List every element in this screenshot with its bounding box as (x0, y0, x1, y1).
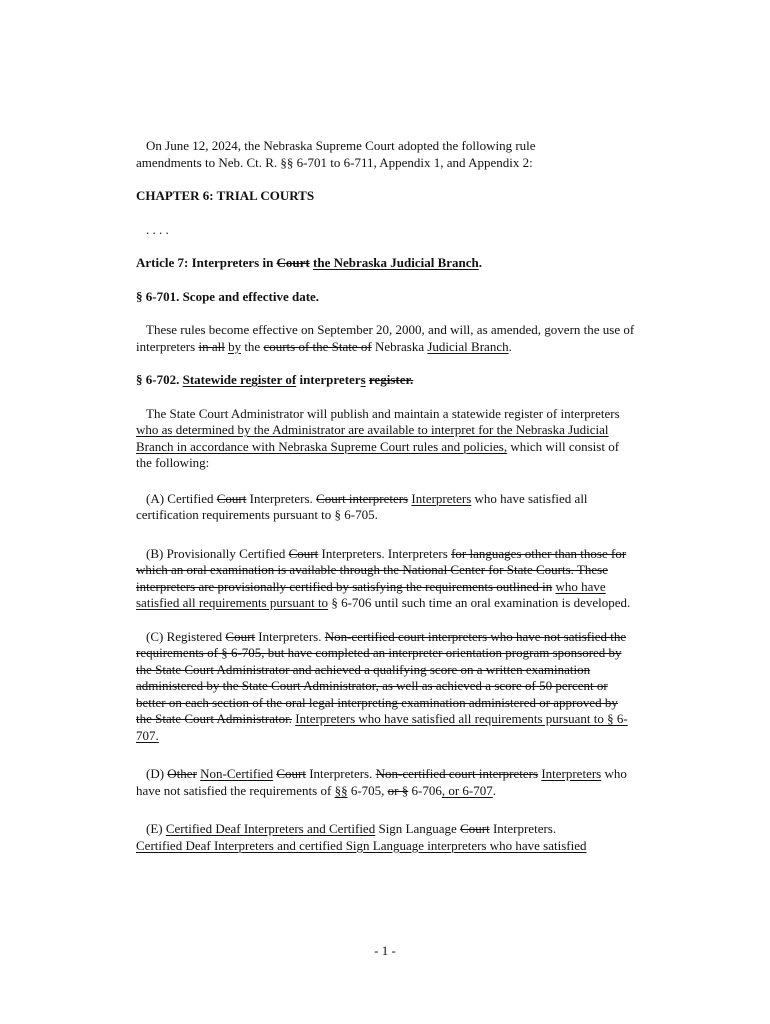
text-span: Interpreters. (246, 490, 317, 506)
text-span: Interpreters. (255, 628, 325, 644)
deleted-text: in all (198, 338, 225, 354)
text-span: 6-705, (347, 782, 388, 798)
text-span: (E) (146, 821, 166, 836)
item-d (136, 766, 636, 799)
text-span: Interpreters. Interpreters (318, 545, 452, 561)
article-prefix: Article 7: Interpreters in (136, 255, 277, 270)
article-suffix: . (478, 255, 483, 270)
inserted-text: s (360, 372, 366, 387)
inserted-text: by (228, 338, 242, 354)
text-span: (B) Provisionally Certified (146, 545, 289, 561)
inserted-text: who have satisfied all requirements pursuant to (136, 578, 606, 610)
document-body (136, 138, 636, 854)
text-span: . (492, 782, 497, 798)
deleted-text: register. (368, 372, 414, 387)
section-6-702-intro (136, 406, 636, 472)
deleted-text: for languages other than those for which an oral examination is available through the National Center for State Courts. These interpreters are provisionally certified by satisfying the requirements outlined in (136, 545, 627, 594)
item-e (136, 821, 636, 854)
item-c (136, 629, 636, 745)
article-heading (136, 255, 636, 272)
chapter-heading: CHAPTER 6: TRIAL COURTS (136, 188, 315, 203)
text-span: Nebraska (371, 338, 428, 354)
inserted-text: Interpreters (411, 490, 472, 506)
item-a (136, 491, 636, 524)
text-span: Interpreters. (305, 766, 376, 781)
text-span: (D) (146, 766, 168, 781)
deleted-text: Non-certified court interpreters who have not satisfied the requirements of § 6-705, but have completed an interpreter orientation program sponsored by the State Court Administrator and achieved a qualifying score on a written examination administered by the State Court Administrator, as well as achieved a score of 50 percent or better on each section of the oral legal interpreting examination administered or approved by the State Court Administrator. (136, 628, 627, 726)
inserted-text: Statewide register of (182, 372, 297, 387)
inserted-text: Interpreters who have satisfied all requirements pursuant to § 6-707. (136, 711, 628, 743)
item-b (136, 546, 636, 612)
text-span: (C) Registered (146, 628, 226, 644)
text-span: The State Court Administrator will publish and maintain a statewide register of interpreters (146, 405, 620, 421)
text-span: § 6-706 until such time an oral examination is developed. (328, 595, 631, 610)
text-span: § 6-702. (136, 372, 183, 387)
inserted-text: Judicial Branch (427, 338, 509, 354)
text-span: the (241, 338, 264, 354)
text-span: 6-706 (408, 782, 442, 798)
text-span: . (508, 338, 512, 354)
section-6-702-heading (136, 372, 636, 389)
deleted-text: Court (276, 766, 306, 781)
inserted-text: Certified Deaf Interpreters and certified Sign Language interpreters who have satisfied (136, 837, 587, 853)
intro-paragraph (136, 138, 636, 171)
inserted-text: §§ (334, 782, 348, 798)
ellipsis: . . . . (146, 221, 169, 237)
inserted-text: the Nebraska Judicial Branch (313, 255, 479, 270)
intro-line-2: amendments to Neb. Ct. R. §§ 6-701 to 6-711, Appendix 1, and Appendix 2: (136, 154, 533, 170)
inserted-text: Non-Certified (200, 766, 274, 781)
deleted-text: Court (460, 821, 490, 836)
text-span: interpreter (296, 372, 361, 387)
text-span: Sign Language (375, 821, 461, 836)
section-6-701-text (136, 322, 636, 355)
page-number: - 1 - (374, 943, 396, 958)
deleted-text: Court (216, 490, 247, 506)
deleted-text: courts of the State of (263, 338, 372, 354)
text-span: which will consist of the following: (136, 438, 620, 470)
inserted-text: Certified Deaf Interpreters and Certified (165, 821, 376, 836)
deleted-text: Court (225, 628, 256, 644)
deleted-text: Court interpreters (316, 490, 409, 506)
section-6-701-heading: § 6-701. Scope and effective date. (136, 288, 320, 304)
deleted-text: or § (387, 782, 409, 798)
inserted-text: Interpreters (541, 766, 602, 781)
text-span: who have satisfied all certification requirements pursuant to § 6-705. (136, 490, 588, 522)
inserted-text: who as determined by the Administrator are available to interpret for the Nebraska Judicial Branch in accordance with Nebraska Supreme Court rules and policies, (136, 422, 609, 454)
text-span: (A) Certified (146, 490, 217, 506)
text-span: Interpreters. (489, 821, 557, 836)
deleted-text: Court (276, 255, 310, 270)
text-span: These rules become effective on September 20, 2000, and will, as amended, govern the use of interpreters (136, 322, 635, 354)
inserted-text: , or 6-707 (441, 782, 493, 798)
deleted-text: Non-certified court interpreters (375, 766, 539, 781)
deleted-text: Court (288, 545, 319, 561)
text-span: who have not satisfied the requirements of (136, 766, 627, 798)
deleted-text: Other (167, 766, 197, 781)
intro-line-1: On June 12, 2024, the Nebraska Supreme Court adopted the following rule (146, 138, 536, 153)
